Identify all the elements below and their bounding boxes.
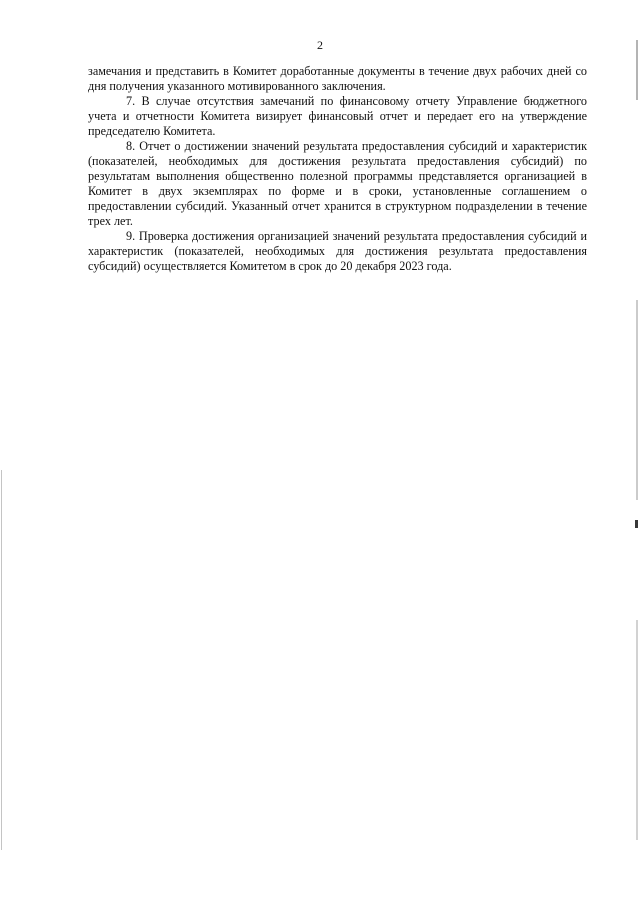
scan-edge-artifact	[636, 300, 638, 500]
paragraph-item-9: 9. Проверка достижения организацией значений результата предоставления субсидий и характеристик (показателей, необходимых для достижения результата предоставления субсидий) осуществляется Комитетом в срок до 20 декабря 2023 года.	[88, 229, 587, 273]
scan-edge-artifact	[636, 620, 638, 840]
paragraph-item-7: 7. В случае отсутствия замечаний по финансовому отчету Управление бюджетного учета и отчетности Комитета визирует финансовый отчет и передает его на утверждение председателю Комитета.	[88, 94, 587, 138]
paragraph-continuation: замечания и представить в Комитет доработанные документы в течение двух рабочих дней со дня получения указанного мотивированного заключения.	[88, 64, 587, 93]
document-body	[88, 64, 587, 274]
scan-edge-artifact	[1, 470, 2, 850]
paragraph-item-8: 8. Отчет о достижении значений результата предоставления субсидий и характеристик (показателей, необходимых для достижения результата предоставления субсидий) по результатам выполнения общественно полезной программы представляется организацией в Комитет в двух экземплярах по форме и в сроки, установленные соглашением о предоставлении субсидий. Указанный отчет хранится в структурном подразделении в течение трех лет.	[88, 139, 587, 228]
page-number: 2	[317, 38, 323, 52]
scan-edge-artifact	[635, 520, 638, 528]
scan-edge-artifact	[636, 40, 638, 100]
